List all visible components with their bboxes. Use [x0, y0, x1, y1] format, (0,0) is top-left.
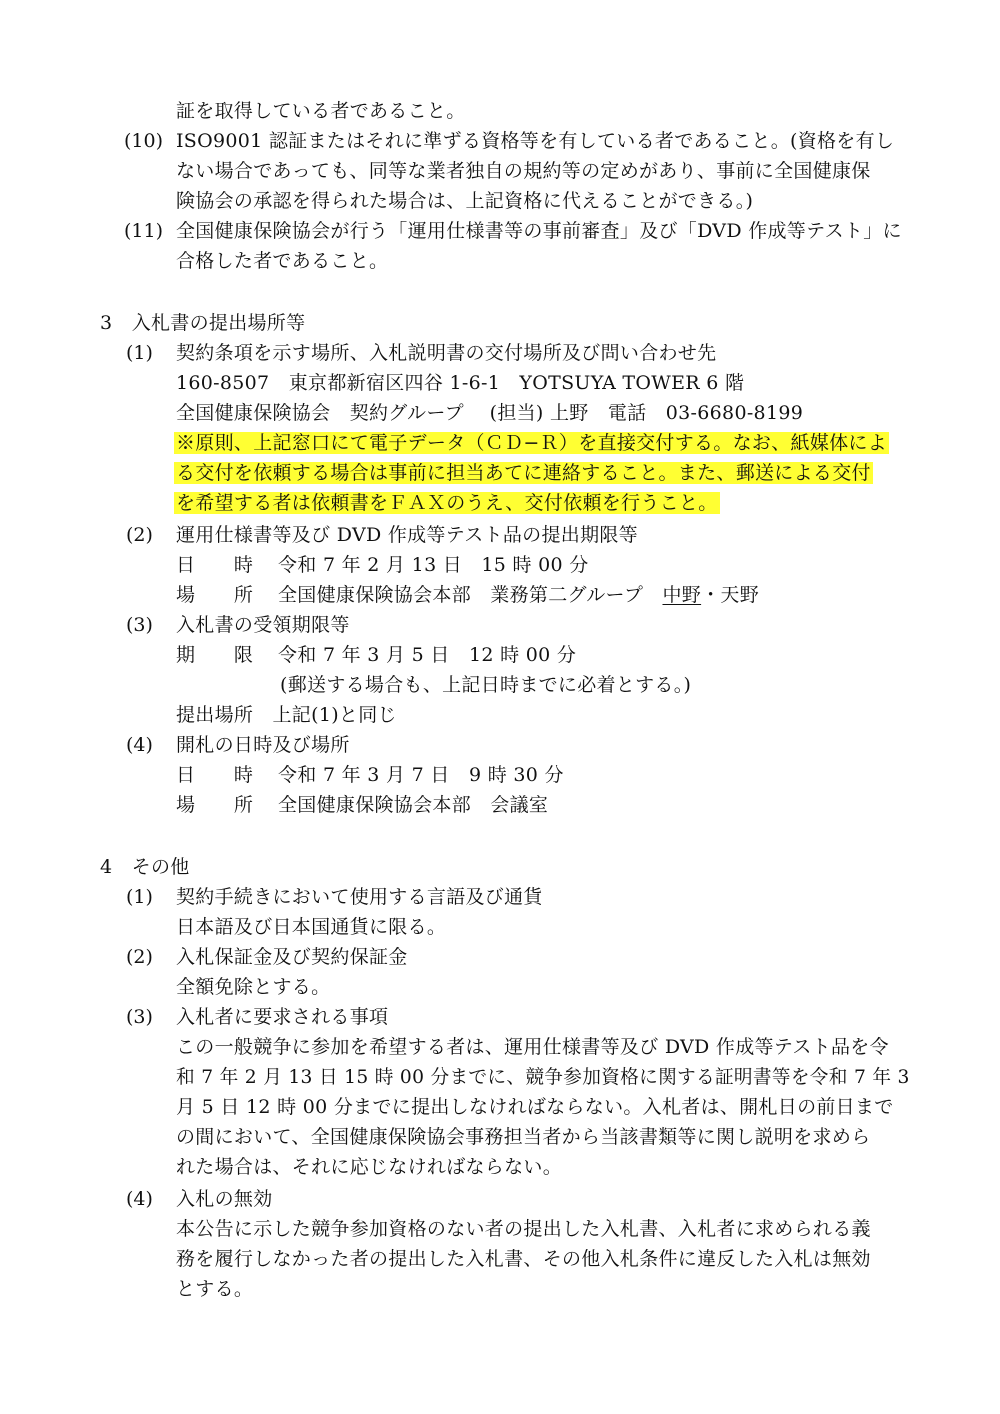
sec4-item-4-number: (4) [126, 1188, 153, 1210]
item-10-line-2: ない場合であっても、同等な業者独自の規約等の定めがあり、事前に全国健康保 [176, 160, 871, 182]
item-11-number: (11) [124, 220, 164, 242]
sec3-item-3-note: (郵送する場合も、上記日時までに必着とする。) [280, 674, 692, 696]
sec3-item-2-date-value: 令和 7 年 2 月 13 日 15 時 00 分 [278, 554, 589, 576]
sec4-item-1-number: (1) [126, 886, 153, 908]
sec4-item-3-line-4: の間において、全国健康保険協会事務担当者から当該書類等に関し説明を求めら [176, 1126, 871, 1148]
sec4-item-2-number: (2) [126, 946, 153, 968]
sec3-item-3-title: 入札書の受領期限等 [176, 614, 350, 636]
sec4-item-4-line-2: 務を履行しなかった者の提出した入札書、その他入札条件に違反した入札は無効 [176, 1248, 871, 1270]
place-tail: ・天野 [701, 584, 759, 606]
sec2-continued-line: 証を取得している者であること。 [176, 100, 466, 122]
sec3-item-2-date-label: 日 時 [176, 554, 254, 576]
sec3-item-1-title: 契約条項を示す場所、入札説明書の交付場所及び問い合わせ先 [176, 342, 717, 364]
sec3-item-1-number: (1) [126, 342, 153, 364]
contact-person: 全国健康保険協会 契約グループ (担当) 上野 電話 03-6680-8199 [176, 402, 804, 424]
highlighted-note-line-3 [174, 488, 720, 518]
sec4-item-4-title: 入札の無効 [176, 1188, 273, 1210]
sec3-item-4-date-value: 令和 7 年 3 月 7 日 9 時 30 分 [278, 764, 564, 786]
sec3-item-2-number: (2) [126, 524, 153, 546]
sec4-item-3-title: 入札者に要求される事項 [176, 1006, 389, 1028]
sec3-item-2-title: 運用仕様書等及び DVD 作成等テスト品の提出期限等 [176, 524, 638, 546]
highlight-text-1: ※原則、上記窓口にて電子データ（ＣＤ−Ｒ）を直接交付する。なお、紙媒体によ [176, 432, 888, 454]
sec4-item-2-body: 全額免除とする。 [176, 976, 331, 998]
sec3-item-3-number: (3) [126, 614, 153, 636]
sec3-item-4-place-value: 全国健康保険協会本部 会議室 [278, 794, 549, 816]
sec3-item-2-place-value [278, 580, 759, 610]
sec4-item-1-title: 契約手続きにおいて使用する言語及び通貨 [176, 886, 543, 908]
section-3-heading: 3 入札書の提出場所等 [100, 312, 306, 334]
highlighted-note-line-2 [174, 458, 873, 488]
sec3-item-3-deadline-label: 期 限 [176, 644, 254, 666]
sec4-item-3-number: (3) [126, 1006, 153, 1028]
underlined-name: 中野 [662, 584, 702, 606]
highlight-text-3: を希望する者は依頼書をＦＡＸのうえ、交付依頼を行うこと。 [176, 492, 718, 514]
item-11-line-2: 合格した者であること。 [176, 250, 389, 272]
sec4-item-3-line-1: この一般競争に参加を希望する者は、運用仕様書等及び DVD 作成等テスト品を令 [176, 1036, 889, 1058]
contact-address: 160-8507 東京都新宿区四谷 1-6-1 YOTSUYA TOWER 6 階 [176, 372, 745, 394]
highlight-text-2: る交付を依頼する場合は事前に担当あてに連絡すること。また、郵送による交付 [176, 462, 871, 484]
sec3-item-3-place: 提出場所 上記(1)と同じ [176, 704, 397, 726]
sec4-item-3-line-3: 月 5 日 12 時 00 分までに提出しなければならない。入札者は、開札日の前日まで [176, 1096, 894, 1118]
sec3-item-3-deadline-value: 令和 7 年 3 月 5 日 12 時 00 分 [278, 644, 577, 666]
sec4-item-4-line-3: とする。 [176, 1278, 254, 1300]
item-10-line-3: 険協会の承認を得られた場合は、上記資格に代えることができる。) [176, 190, 754, 212]
section-4-heading: 4 その他 [100, 856, 190, 878]
sec3-item-4-date-label: 日 時 [176, 764, 254, 786]
place-text: 全国健康保険協会本部 業務第二グループ [278, 584, 663, 606]
sec3-item-4-title: 開札の日時及び場所 [176, 734, 350, 756]
sec3-item-2-place-label: 場 所 [176, 584, 254, 606]
sec4-item-2-title: 入札保証金及び契約保証金 [176, 946, 408, 968]
sec4-item-4-line-1: 本公告に示した競争参加資格のない者の提出した入札書、入札者に求められる義 [176, 1218, 871, 1240]
sec3-item-4-place-label: 場 所 [176, 794, 254, 816]
highlighted-note-line-1 [174, 428, 889, 458]
sec3-item-4-number: (4) [126, 734, 153, 756]
sec4-item-1-body: 日本語及び日本国通貨に限る。 [176, 916, 447, 938]
item-10-line-1: ISO9001 認証またはそれに準ずる資格等を有している者であること。(資格を有し [176, 130, 895, 152]
sec4-item-3-line-2: 和 7 年 2 月 13 日 15 時 00 分までに、競争参加資格に関する証明書等を令和 7 年 3 [176, 1066, 910, 1088]
sec4-item-3-line-5: れた場合は、それに応じなければならない。 [176, 1156, 563, 1178]
item-10-number: (10) [124, 130, 164, 152]
item-11-line-1: 全国健康保険協会が行う「運用仕様書等の事前審査」及び「DVD 作成等テスト」に [176, 220, 902, 242]
